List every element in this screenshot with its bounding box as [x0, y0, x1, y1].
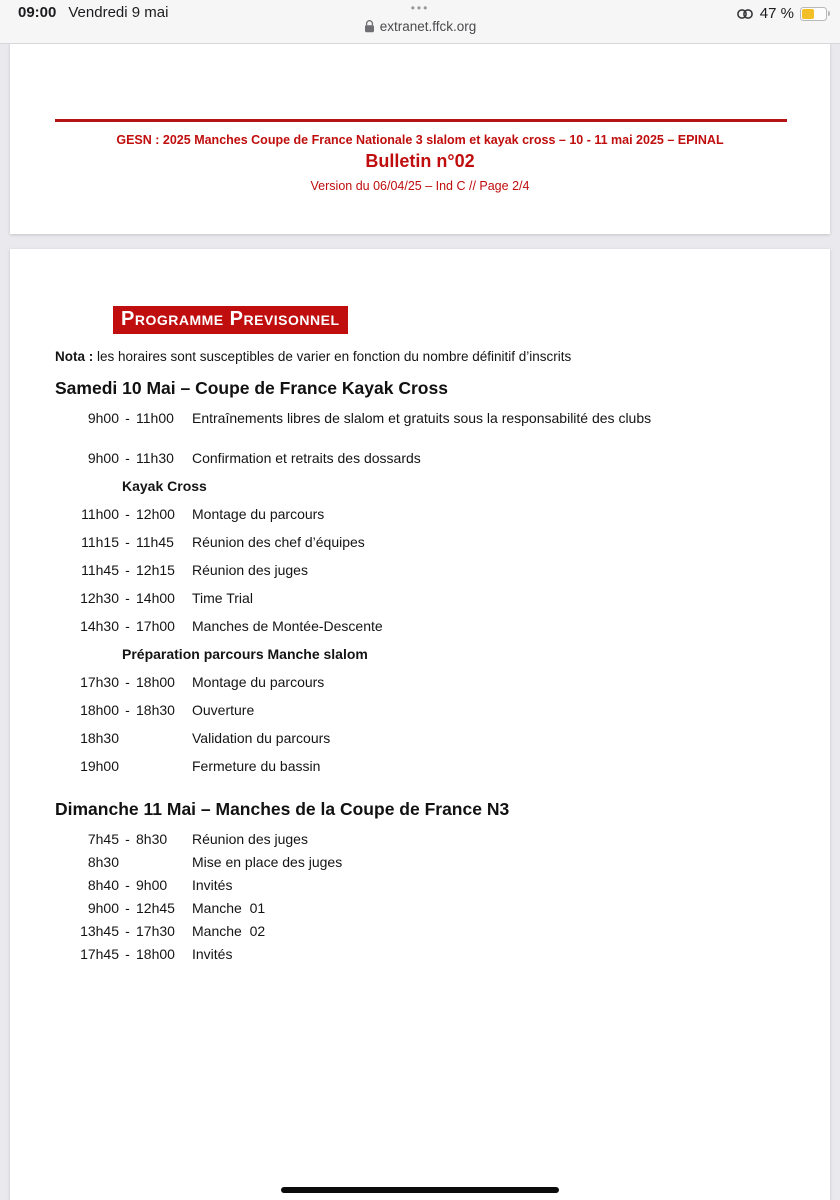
status-right: [736, 5, 827, 22]
event-label: Réunion des juges: [192, 831, 308, 847]
time-end: [136, 758, 184, 775]
time-end: 18h00: [136, 674, 175, 690]
event-label: Montage du parcours: [192, 674, 325, 690]
schedule-rows: [55, 410, 790, 775]
schedule-row: [77, 923, 790, 940]
time-start: 9h00: [87, 410, 119, 426]
time-dash: -: [125, 410, 130, 426]
nota-line: [55, 348, 790, 365]
status-clock: 09:00: [18, 4, 57, 21]
time-dash: [119, 730, 136, 747]
time-dash: -: [125, 923, 130, 939]
schedule-row: [77, 900, 790, 917]
schedule-row: [77, 590, 790, 607]
time-dash: -: [125, 702, 130, 718]
time-start: 11h00: [81, 506, 119, 522]
schedule-row: [77, 702, 790, 719]
battery-fill: [802, 9, 814, 19]
time-end: 17h00: [136, 618, 175, 634]
time-start: 18h00: [80, 702, 119, 718]
time-end: 18h30: [136, 702, 175, 718]
schedule-row: [77, 450, 790, 467]
schedule-row: [77, 410, 790, 427]
time-start: 19h00: [80, 758, 119, 774]
event-label: Fermeture du bassin: [192, 758, 321, 774]
time-start: 11h45: [81, 562, 119, 578]
time-end: 11h00: [136, 410, 174, 426]
time-start: 14h30: [80, 618, 119, 634]
bulletin-number: Bulletin n°02: [365, 151, 475, 171]
event-label: Manches de Montée-Descente: [192, 618, 383, 634]
time-start: 17h30: [80, 674, 119, 690]
event-label: Montage du parcours: [192, 506, 325, 522]
event-label: Ouverture: [192, 702, 255, 718]
time-end: 17h30: [136, 923, 175, 939]
nota-label: Nota :: [55, 349, 94, 364]
time-end: 12h15: [136, 562, 175, 578]
event-label: Confirmation et retraits des dossards: [192, 450, 421, 466]
home-indicator[interactable]: [281, 1187, 559, 1193]
nota-text: les horaires sont susceptibles de varier en fonction du nombre définitif d’inscrits: [93, 349, 572, 364]
time-end: [136, 730, 184, 747]
time-end: 12h45: [136, 900, 175, 916]
programme-document: [10, 249, 830, 963]
time-end: 18h00: [136, 946, 175, 962]
time-dash: -: [125, 900, 130, 916]
schedule-section: [55, 378, 790, 775]
schedule-row: [77, 562, 790, 579]
schedule-row: [77, 831, 790, 848]
event-label: Mise en place des juges: [192, 854, 343, 870]
time-dash: -: [125, 450, 130, 466]
tab-overview-dots[interactable]: •••: [410, 1, 430, 15]
time-dash: [119, 854, 136, 871]
time-dash: [119, 758, 136, 775]
event-label: Time Trial: [192, 590, 253, 606]
time-start: 11h15: [81, 534, 119, 550]
time-end: 11h30: [136, 450, 174, 466]
event-label: Entraînements libres de slalom et gratuits sous la responsabilité des clubs: [192, 410, 652, 426]
time-end: 8h30: [136, 831, 168, 847]
personal-hotspot-icon: [736, 7, 754, 21]
schedule-sections: [55, 378, 790, 963]
time-dash: -: [125, 618, 130, 634]
time-end: [136, 854, 184, 871]
time-dash: -: [125, 506, 130, 522]
event-label: Réunion des chef d’équipes: [192, 534, 365, 550]
address-bar[interactable]: [0, 19, 840, 34]
schedule-rows: [55, 831, 790, 963]
time-start: 18h30: [80, 730, 119, 746]
schedule-row: [77, 854, 790, 871]
schedule-row: [77, 506, 790, 523]
time-dash: -: [125, 674, 130, 690]
status-date: Vendredi 9 mai: [68, 4, 169, 21]
time-dash: -: [125, 534, 130, 550]
time-end: 9h00: [136, 877, 168, 893]
schedule-subheading: Préparation parcours Manche slalom: [122, 646, 368, 662]
schedule-row: [77, 758, 790, 775]
schedule-row: [77, 534, 790, 551]
event-label: Invités: [192, 877, 233, 893]
event-label: Validation du parcours: [192, 730, 331, 746]
time-end: 12h00: [136, 506, 175, 522]
pdf-page-1: [10, 43, 830, 234]
lock-icon: [364, 20, 375, 33]
time-start: 17h45: [80, 946, 119, 962]
schedule-row: [77, 730, 790, 747]
schedule-section: [55, 799, 790, 963]
time-start: 7h45: [87, 831, 119, 847]
schedule-row: [77, 946, 790, 963]
schedule-row: [77, 618, 790, 635]
time-start: 8h30: [87, 854, 119, 870]
day-heading: Dimanche 11 Mai – Manches de la Coupe de France N3: [55, 799, 510, 819]
schedule-row: [77, 877, 790, 894]
pdf-page-2: [10, 249, 830, 1200]
event-label: Réunion des juges: [192, 562, 308, 578]
event-label: Invités: [192, 946, 233, 962]
time-start: 9h00: [87, 450, 119, 466]
battery-percent-label: 47 %: [759, 5, 794, 22]
time-end: 14h00: [136, 590, 175, 606]
event-header-line: GESN : 2025 Manches Coupe de France Nationale 3 slalom et kayak cross – 10 - 11 mai 2025 – EPINAL: [116, 133, 724, 147]
time-start: 13h45: [80, 923, 119, 939]
time-end: 11h45: [136, 534, 174, 550]
time-start: 12h30: [80, 590, 119, 606]
time-dash: -: [125, 877, 130, 893]
time-start: 9h00: [87, 900, 119, 916]
day-heading: Samedi 10 Mai – Coupe de France Kayak Cross: [55, 378, 448, 398]
schedule-subheading: Kayak Cross: [122, 478, 207, 494]
time-dash: -: [125, 946, 130, 962]
event-label: Manche 02: [192, 923, 266, 939]
time-dash: -: [125, 590, 130, 606]
battery-icon: [800, 7, 827, 21]
time-dash: -: [125, 562, 130, 578]
header-rule: [55, 119, 787, 122]
programme-title: Programme Previsonnel: [113, 306, 348, 334]
time-start: 8h40: [87, 877, 119, 893]
address-domain: extranet.ffck.org: [379, 19, 477, 34]
schedule-row: [77, 674, 790, 691]
battery-nub: [828, 11, 830, 16]
version-line: Version du 06/04/25 – Ind C // Page 2/4: [310, 179, 530, 193]
safari-toolbar: [0, 0, 840, 44]
time-dash: -: [125, 831, 130, 847]
event-label: Manche 01: [192, 900, 266, 916]
